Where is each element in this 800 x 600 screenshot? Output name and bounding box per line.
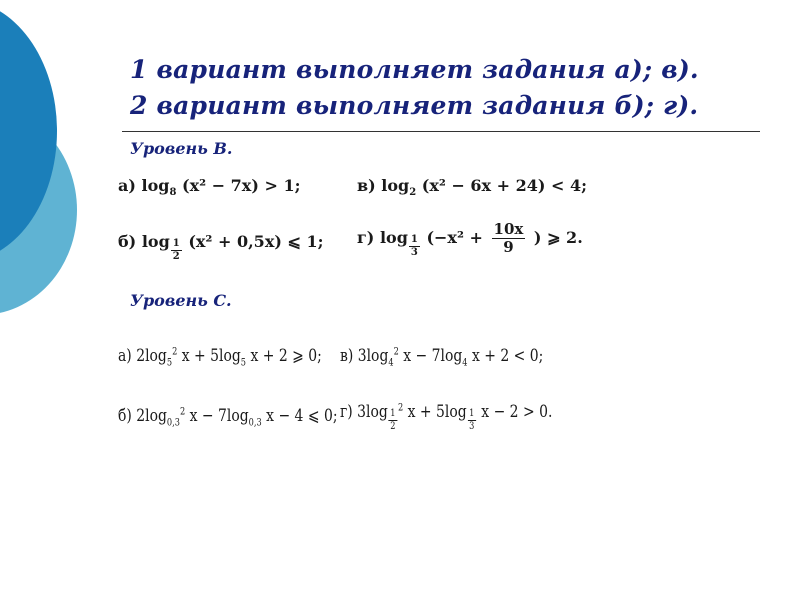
- task-label: б): [118, 232, 137, 251]
- task-label: г): [357, 228, 375, 247]
- relation: < 4;: [551, 176, 588, 195]
- log-base: 2: [409, 187, 417, 199]
- task-label: а): [118, 346, 132, 366]
- task-c-g: г) 3log $\frac{1}{2}$ $^2$ x + 5log $\frac{1}{3}$ x − 2 > 0.: [340, 402, 553, 432]
- task-b-g: г) log $\frac{1}{3}$ (−x² + $\frac{10x}{9}$ ) ⩾ 2.: [357, 220, 583, 258]
- log-argument-start: (−x² +: [426, 228, 483, 247]
- task-label: г): [340, 402, 353, 422]
- log-base-fraction: $\frac{1}{3}$: [469, 408, 475, 432]
- log-argument-end: ): [533, 228, 542, 247]
- log-argument: (x² + 0,5x): [188, 232, 282, 251]
- log-argument: (x² − 7x): [182, 176, 259, 195]
- task-c-a: а) $2\log_5^2$ $x + 5\log_5$ x + 2 ⩾ 0;: [118, 346, 322, 369]
- task-b-v: в) $\log_2 (x^2 - 6x + 24) < 4$;: [357, 176, 588, 199]
- log-base-fraction: $\frac{1}{3}$: [410, 234, 418, 258]
- log-base-fraction: $\frac{1}{2}$: [390, 408, 396, 432]
- task-label: в): [340, 346, 354, 366]
- title-line-1: 1 вариант выполняет задания а); в).: [130, 55, 699, 84]
- level-b-heading: Уровень В.: [130, 139, 233, 158]
- task-c-b: б) $2\log_{0,3}^2$ $x - 7\log_{0,3}$ x − 4 ⩽ 0;: [118, 406, 338, 429]
- level-c-heading: Уровень С.: [130, 291, 232, 310]
- log-argument: (x² − 6x + 24): [421, 176, 546, 195]
- log-base: 8: [169, 187, 177, 199]
- task-label: а): [118, 176, 136, 195]
- relation: ⩾ 2.: [547, 228, 583, 247]
- divider: [122, 131, 760, 132]
- relation: ⩽ 1;: [287, 232, 324, 251]
- task-b-b: б) log $\frac{1}{2}$ (x² + 0,5x) ⩽ 1;: [118, 232, 324, 262]
- log-base-fraction: $\frac{1}{2}$: [172, 238, 180, 262]
- task-label: в): [357, 176, 376, 195]
- task-label: б): [118, 406, 132, 426]
- task-b-a: а) $\log_8 (x^2 - 7x) > 1$;: [118, 176, 301, 199]
- argument-fraction: $\frac{10x}{9}$: [493, 220, 524, 256]
- title-line-2: 2 вариант выполняет задания б); г).: [130, 91, 699, 120]
- relation: > 1;: [264, 176, 301, 195]
- task-c-v: в) $3\log_4^2$ $x - 7\log_4$ x + 2 < 0;: [340, 346, 544, 369]
